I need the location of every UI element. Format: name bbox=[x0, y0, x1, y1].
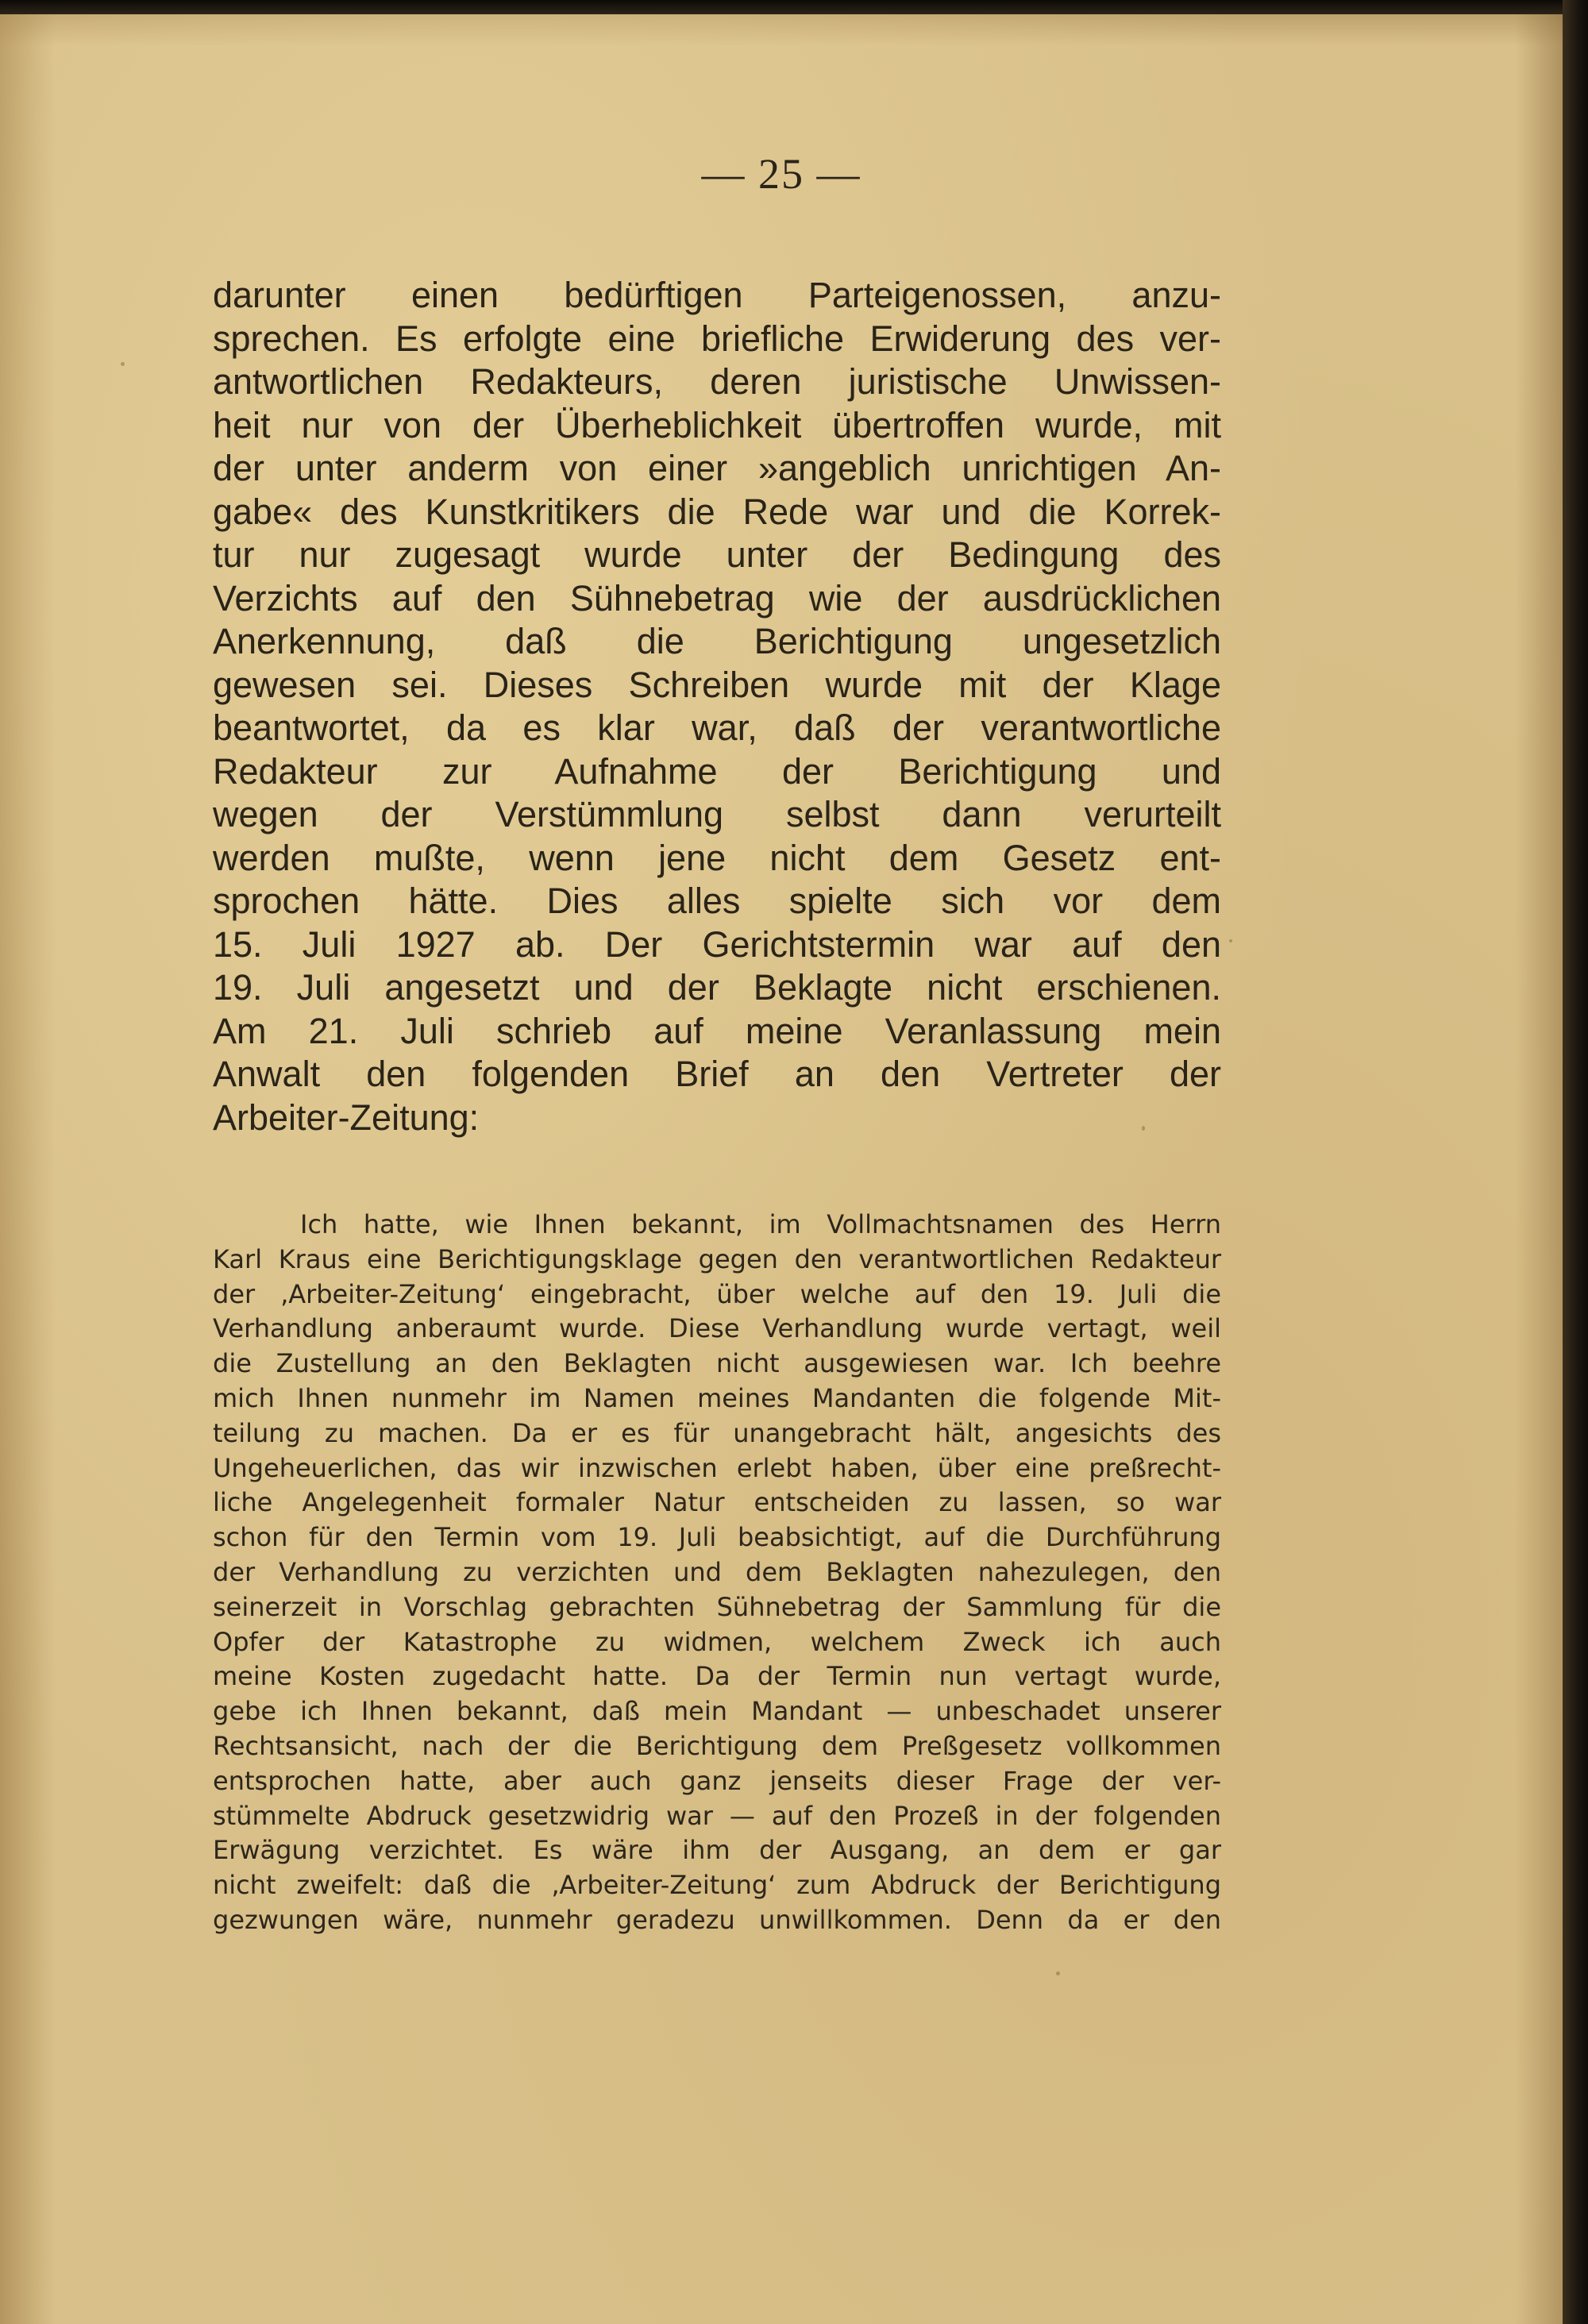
letter-line: meine Kosten zugedacht hatte. Da der Termin nun vertagt wurde, bbox=[213, 1661, 1221, 1692]
letter-line: teilung zu machen. Da er es für unangebracht hält, angesichts des bbox=[213, 1417, 1221, 1448]
paper-spot bbox=[1229, 939, 1232, 942]
letter-line: Erwägung verzichtet. Es wäre ihm der Ausgang, an dem er gar bbox=[213, 1835, 1221, 1866]
letter-line: entsprochen hatte, aber auch ganz jenseits dieser Frage der ver- bbox=[213, 1765, 1221, 1796]
text-line: der unter anderm von einer »angeblich unrichtigen An- bbox=[213, 448, 1221, 488]
text-line: antwortlichen Redakteurs, deren juristische Unwissen- bbox=[213, 361, 1221, 402]
text-line: Anwalt den folgenden Brief an den Vertreter der bbox=[213, 1054, 1221, 1094]
letter-line: Karl Kraus eine Berichtigungsklage gegen den verantwortlichen Redakteur bbox=[213, 1243, 1221, 1274]
letter-line: die Zustellung an den Beklagten nicht ausgewiesen war. Ich beehre bbox=[213, 1348, 1221, 1379]
page-number: — 25 — bbox=[701, 150, 861, 198]
text-line: wegen der Verstümmlung selbst dann verurteilt bbox=[213, 794, 1221, 834]
letter-line: Verhandlung anberaumt wurde. Diese Verhandlung wurde vertagt, weil bbox=[213, 1313, 1221, 1344]
letter-line: Ungeheuerlichen, das wir inzwischen erlebt haben, über eine preßrecht- bbox=[213, 1452, 1221, 1483]
quoted-letter bbox=[213, 1208, 1221, 1938]
letter-line: Ich hatte, wie Ihnen bekannt, im Vollmachtsnamen des Herrn bbox=[300, 1209, 1221, 1239]
paper-spot bbox=[121, 362, 125, 366]
text-line: werden mußte, wenn jene nicht dem Gesetz ent- bbox=[213, 837, 1221, 878]
letter-line: der ‚Arbeiter-Zeitung‘ eingebracht, über welche auf den 19. Juli die bbox=[213, 1278, 1221, 1309]
letter-line: gebe ich Ihnen bekannt, daß mein Mandant — unbeschadet unserer bbox=[213, 1696, 1221, 1727]
text-line: 19. Juli angesetzt und der Beklagte nicht erschienen. bbox=[213, 967, 1221, 1008]
letter-line: schon für den Termin vom 19. Juli beabsichtigt, auf die Durchführung bbox=[213, 1522, 1221, 1553]
letter-line: nicht zweifelt: daß die ‚Arbeiter-Zeitung‘ zum Abdruck der Berichtigung bbox=[213, 1870, 1221, 1901]
text-line: Anerkennung, daß die Berichtigung ungesetzlich bbox=[213, 621, 1221, 661]
text-line: 15. Juli 1927 ab. Der Gerichtstermin war auf den bbox=[213, 923, 1221, 965]
letter-line: liche Angelegenheit formaler Natur entscheiden zu lassen, so war bbox=[213, 1487, 1221, 1518]
letter-line: der Verhandlung zu verzichten und dem Beklagten nahezulegen, den bbox=[213, 1556, 1221, 1587]
letter-line: gezwungen wäre, nunmehr geradezu unwillkommen. Denn da er den bbox=[213, 1904, 1221, 1935]
letter-line: stümmelte Abdruck gesetzwidrig war — auf den Prozeß in der folgenden bbox=[213, 1800, 1221, 1831]
text-line: sprochen hätte. Dies alles spielte sich vor dem bbox=[213, 881, 1221, 921]
text-line: Verzichts auf den Sühnebetrag wie der ausdrücklichen bbox=[213, 577, 1221, 619]
letter-line: Opfer der Katastrophe zu widmen, welchem Zweck ich auch bbox=[213, 1626, 1221, 1657]
text-line: sprechen. Es erfolgte eine briefliche Erwiderung des ver- bbox=[213, 318, 1221, 359]
scan-top-border bbox=[0, 0, 1563, 14]
text-line: Redakteur zur Aufnahme der Berichtigung und bbox=[213, 750, 1221, 792]
text-line: Am 21. Juli schrieb auf meine Veranlassung mein bbox=[213, 1010, 1221, 1051]
paper-spot bbox=[1056, 1971, 1060, 1975]
text-line: gabe« des Kunstkritikers die Rede war und die Korrek- bbox=[213, 491, 1221, 532]
main-paragraph bbox=[213, 274, 1221, 1139]
letter-line: mich Ihnen nunmehr im Namen meines Mandanten die folgende Mit- bbox=[213, 1382, 1221, 1413]
letter-line: Rechtsansicht, nach der die Berichtigung dem Preßgesetz vollkommen bbox=[213, 1730, 1221, 1761]
text-line: Arbeiter-Zeitung: bbox=[213, 1096, 480, 1138]
text-line: beantwortet, da es klar war, daß der verantwortliche bbox=[213, 707, 1221, 748]
text-line: gewesen sei. Dieses Schreiben wurde mit der Klage bbox=[213, 664, 1221, 705]
text-line: tur nur zugesagt wurde unter der Bedingung des bbox=[213, 534, 1221, 575]
letter-line: seinerzeit in Vorschlag gebrachten Sühnebetrag der Sammlung für die bbox=[213, 1591, 1221, 1622]
scan-right-border bbox=[1563, 0, 1588, 2324]
text-line: darunter einen bedürftigen Parteigenossen, anzu- bbox=[213, 275, 1221, 315]
text-line: heit nur von der Überheblichkeit übertroffen wurde, mit bbox=[213, 404, 1221, 445]
